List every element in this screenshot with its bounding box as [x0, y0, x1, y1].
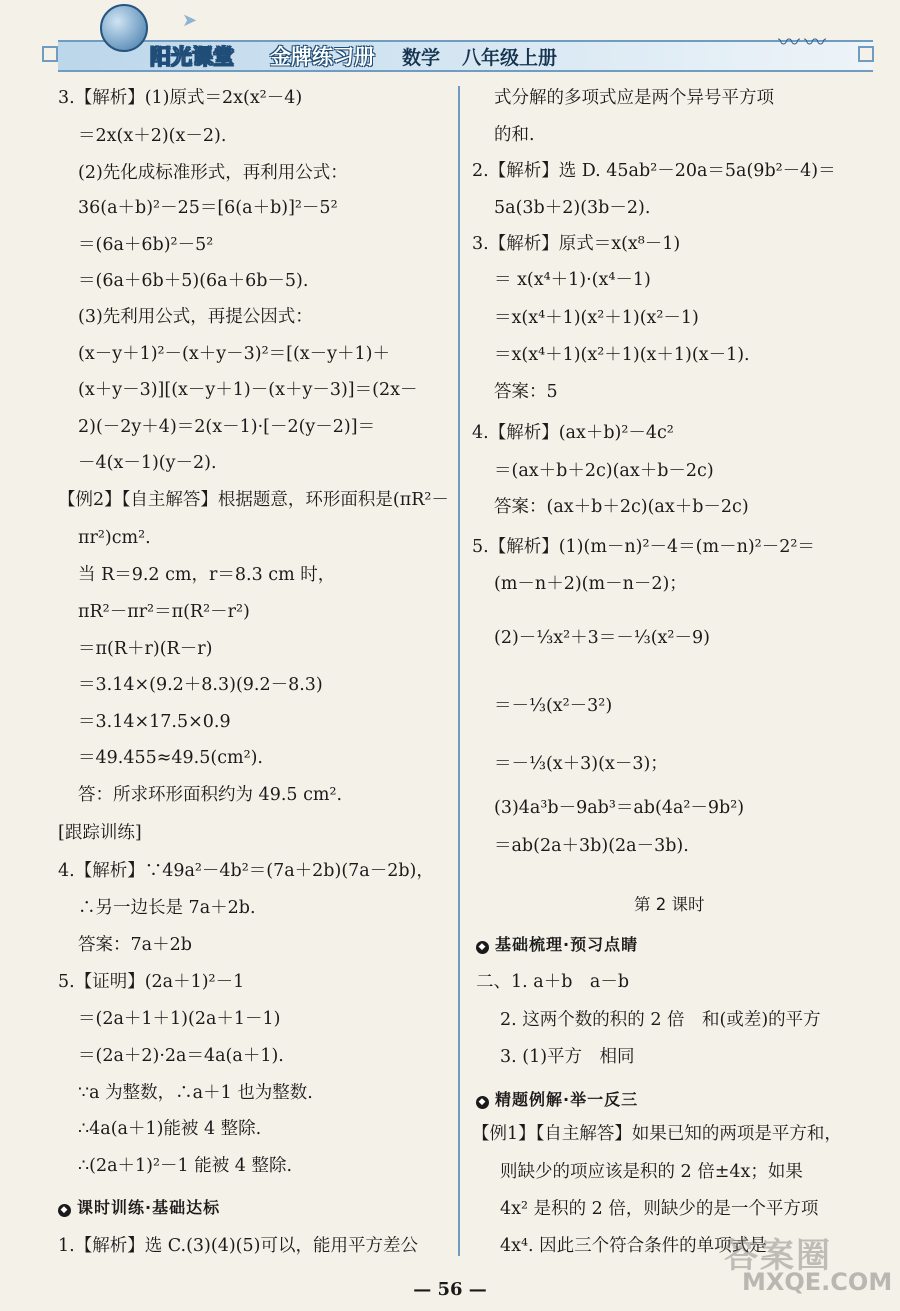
text-line: 4x² 是积的 2 倍，则缺少的是一个平方项: [500, 1199, 819, 1219]
globe-icon: [100, 4, 148, 52]
text-line: [跟踪训练]: [58, 823, 142, 843]
header-corner-right: [858, 46, 874, 62]
grade-label: 八年级上册: [462, 47, 558, 69]
text-line: 4.【解析】(ax＋b)²－4c²: [472, 423, 674, 443]
text-line: (3)4a³b－9ab³＝ab(4a²－9b²): [494, 798, 745, 818]
text-line: 4x⁴. 因此三个符合条件的单项式是: [500, 1236, 767, 1256]
text-line: (x＋y－3)][(x－y＋1)－(x＋y－3)]＝(2x－: [78, 380, 418, 400]
text-line: ＝(6a＋6b)²－5²: [78, 235, 214, 255]
page-number: — 56 —: [413, 1279, 487, 1300]
text-line: ＝(6a＋6b＋5)(6a＋6b－5).: [78, 271, 309, 291]
text-line: 二、1. a＋b a－b: [476, 972, 630, 992]
text-line: ＝2x(x＋2)(x－2).: [78, 126, 227, 146]
text-line: 【例2】【自主解答】根据题意，环形面积是(πR²－: [58, 490, 449, 510]
text-line: ＝x(x⁴＋1)(x²＋1)(x＋1)(x－1).: [494, 345, 750, 365]
text-line: (x－y＋1)²－(x＋y－3)²＝[(x－y＋1)＋: [78, 344, 390, 364]
section-marker-icon: ◆: [476, 1096, 489, 1109]
text-line: ＝ x(x⁴＋1)·(x⁴－1): [494, 270, 651, 290]
text-line: 3.【解析】(1)原式＝2x(x²－4): [58, 88, 303, 108]
text-line: 则缺少的项应该是积的 2 倍±4x；如果: [500, 1162, 803, 1182]
text-line: (2)先化成标准形式，再利用公式：: [78, 163, 348, 183]
text-line: ＝x(x⁴＋1)(x²＋1)(x²－1): [494, 308, 699, 328]
series-title: 阳光课堂: [150, 45, 234, 69]
book-title: 金牌练习册: [270, 45, 375, 69]
text-line: 2.【解析】选 D. 45ab²－20a＝5a(9b²－4)＝: [472, 161, 836, 181]
header-corner-left: [42, 46, 58, 62]
text-line: ＝－⅓(x²－3²): [494, 696, 613, 716]
text-line: ∵a 为整数，∴a＋1 也为整数.: [78, 1083, 313, 1103]
subject-label: 数学: [402, 47, 441, 69]
lesson-title: 第 2 课时: [634, 895, 705, 914]
text-line: 的和.: [494, 125, 535, 145]
watermark-url: MXQE.COM: [742, 1268, 893, 1296]
column-divider: [458, 86, 460, 1256]
text-line: ∴另一边长是 7a＋2b.: [78, 898, 256, 918]
text-line: (m－n＋2)(m－n－2)；: [494, 574, 687, 594]
text-line: 5.【证明】(2a＋1)²－1: [58, 972, 245, 992]
text-line: ＝(ax＋b＋2c)(ax＋b－2c): [494, 461, 714, 481]
text-line: ＝π(R＋r)(R－r): [78, 639, 213, 659]
text-line: 1.【解析】选 C.(3)(4)(5)可以，能用平方差公: [58, 1236, 418, 1256]
section-marker-icon: ◆: [58, 1204, 71, 1217]
text-line: ∴4a(a＋1)能被 4 整除.: [78, 1119, 262, 1139]
text-line: 2. 这两个数的积的 2 倍 和(或差)的平方: [500, 1010, 821, 1030]
text-line: ＝49.455≈49.5(cm²).: [78, 748, 263, 768]
text-line: ＝(2a＋2)·2a＝4a(a＋1).: [78, 1046, 284, 1066]
text-line: ＝(2a＋1＋1)(2a＋1－1): [78, 1009, 281, 1029]
text-line: 答案：7a＋2b: [78, 935, 192, 955]
page-header: [0, 0, 900, 82]
birds-icon: 〰〰: [778, 31, 831, 56]
text-line: ∴(2a＋1)²－1 能被 4 整除.: [78, 1156, 293, 1176]
text-line: πR²－πr²＝π(R²－r²): [78, 602, 250, 622]
section-marker-icon: ◆: [476, 941, 489, 954]
text-line: 36(a＋b)²－25＝[6(a＋b)]²－5²: [78, 198, 338, 218]
text-line: 当 R＝9.2 cm，r＝8.3 cm 时，: [78, 565, 336, 585]
text-line: 5a(3b＋2)(3b－2).: [494, 198, 651, 218]
text-line: －4(x－1)(y－2).: [78, 453, 217, 473]
text-line: 5.【解析】(1)(m－n)²－4＝(m－n)²－2²＝: [472, 537, 815, 557]
text-line: 3.【解析】原式＝x(x⁸－1): [472, 234, 681, 254]
text-line: (3)先利用公式，再提公因式：: [78, 307, 313, 327]
section-heading: ◆ 精题例解·举一反三: [476, 1087, 638, 1110]
text-line: 4.【解析】∵49a²－4b²＝(7a＋2b)(7a－2b)，: [58, 861, 434, 881]
text-line: 3. (1)平方 相同: [500, 1047, 635, 1067]
text-line: 答案：5: [494, 382, 558, 402]
text-line: 【例1】【自主解答】如果已知的两项是平方和，: [472, 1124, 842, 1144]
text-line: 2)(－2y＋4)＝2(x－1)·[－2(y－2)]＝: [78, 417, 376, 437]
text-line: ＝3.14×(9.2＋8.3)(9.2－8.3): [78, 675, 323, 695]
paper-plane-icon: ➤: [182, 10, 198, 31]
text-line: (2)－⅓x²＋3＝－⅓(x²－9): [494, 628, 710, 648]
text-line: ＝3.14×17.5×0.9: [78, 712, 231, 732]
text-line: 答：所求环形面积约为 49.5 cm².: [78, 785, 343, 805]
text-line: ＝－⅓(x＋3)(x－3)；: [494, 754, 668, 774]
section-heading: ◆ 基础梳理·预习点睛: [476, 932, 638, 955]
watermark-logo: 答案圈: [724, 1236, 832, 1276]
text-line: ＝ab(2a＋3b)(2a－3b).: [494, 836, 689, 856]
text-line: 答案：(ax＋b＋2c)(ax＋b－2c): [494, 497, 749, 517]
text-line: πr²)cm².: [78, 528, 151, 548]
section-heading: ◆ 课时训练·基础达标: [58, 1195, 220, 1218]
text-line: 式分解的多项式应是两个异号平方项: [494, 88, 774, 108]
